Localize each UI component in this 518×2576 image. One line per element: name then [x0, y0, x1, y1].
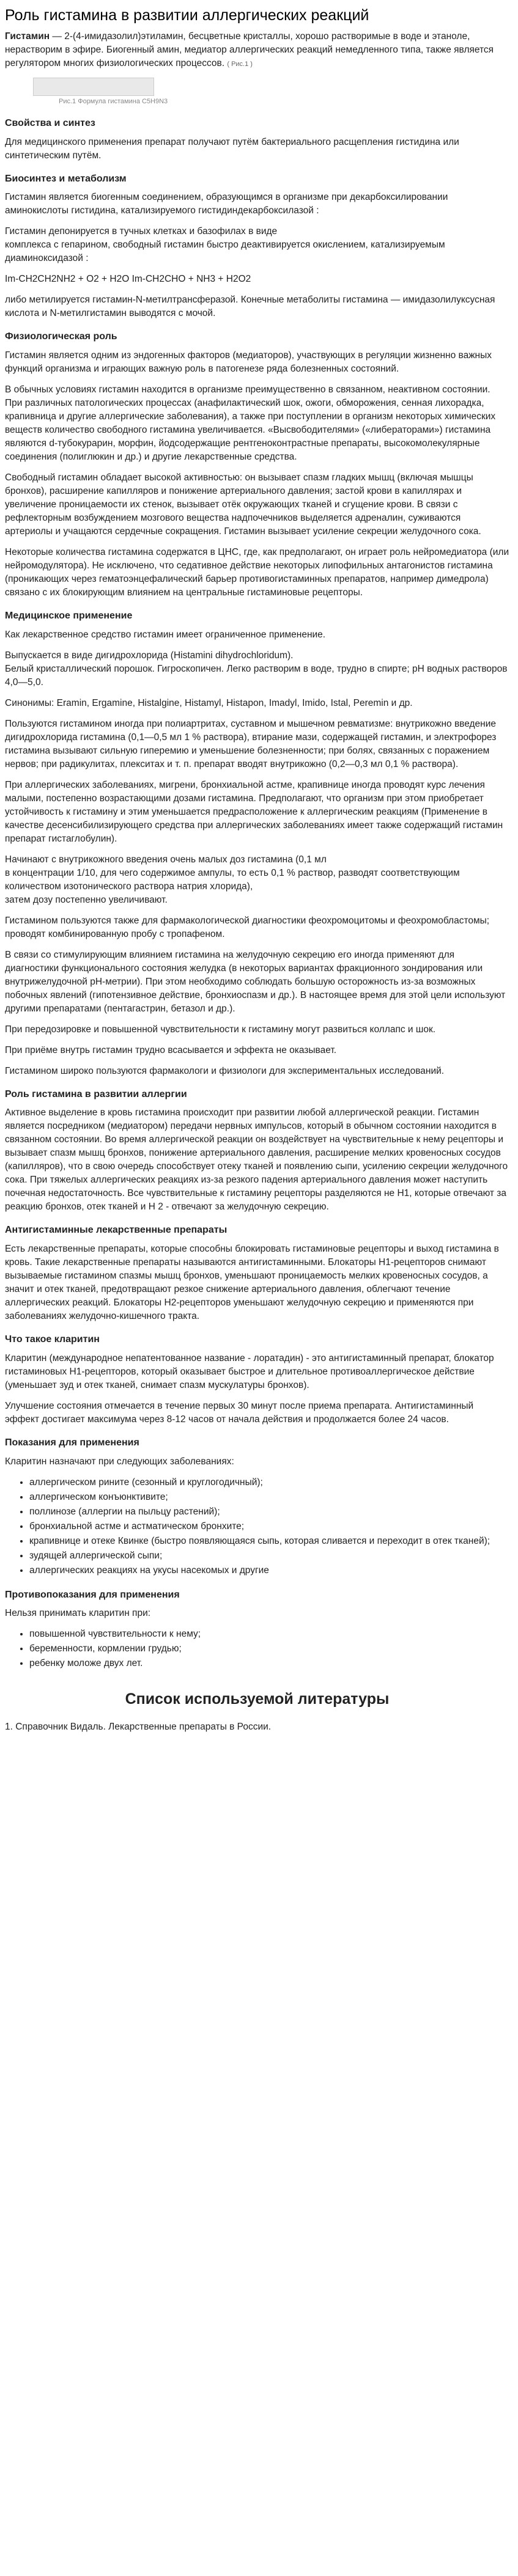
medical-paragraph-9: При передозировке и повышенной чувствительности к гистамину могут развиться коллапс и шок. [5, 1024, 436, 1035]
medical-line-a: Выпускается в виде дигидрохлорида (Histamini dihydrochloridum). [5, 650, 294, 661]
physiology-paragraph-3: Свободный гистамин обладает высокой активностью: он вызывает спазм гладких мышц (включая мышцы бронхов), расширение капилляров и понижение артериального давления; застой крови в капиллярах и увеличение проницаемости их стенок, вызывает отёк окружающих тканей и сгущение крови. В связи с рефлекторным возбуждением мозгового вещества надпочечников выделяется адреналин, суживаются артериолы и учащаются сердечные сокращения. Гистамин вызывает усиление секреции желудочного сока. [5, 472, 481, 537]
allergy-role-heading: Роль гистамина в развитии аллергии [5, 1088, 187, 1099]
contraindications-list [5, 1627, 509, 1670]
indications-heading: Показания для применения [5, 1437, 139, 1448]
indications-intro: Кларитин назначают при следующих заболеваниях: [5, 1456, 234, 1467]
contraindications-heading: Противопоказания для применения [5, 1589, 180, 1600]
list-item: • беременности, кормлении грудью; [29, 1642, 509, 1656]
physiology-paragraph-2: В обычных условиях гистамин находится в организме преимущественно в связанном, неактивном состоянии. При различных патологических процессах (анафилактический шок, ожоги, обморожения, сенная лихорадка, крапивница и другие аллергические заболевания), а также при поступлении в организм некоторых химических веществ количество свободного гистамина увеличивается. «Высвободителями» («либераторами») гистамина являются d-тубокурарин, морфин, йодсодержащие рентгеноконтрастные препараты, высокомолекулярные соединения (полиглюкин и др.) и другие лекарственные средства. [5, 384, 496, 463]
page-title: Роль гистамина в развитии аллергических реакций [5, 7, 369, 24]
intro-text: — 2-(4-имидазолил)этиламин, бесцветные кристаллы, хорошо растворимые в воде и этаноле, нерастворим в эфире. Биогенный амин, медиатор аллергических реакций немедленного типа, также является регулятором многих физиологических процессов. [5, 31, 494, 69]
claritin-paragraph-2: Улучшение состояния отмечается в течение первых 30 минут после приема препарата. Антигистаминный эффект достигает максимума через 8-12 часов от начала действия и продолжается более 24 часов. [5, 1400, 474, 1425]
biosynthesis-line-a: Гистамин депонируется в тучных клетках и базофилах в виде [5, 226, 278, 237]
medical-line-b: Белый кристаллический порошок. Гигроскопичен. Легко растворим в воде, трудно в спирте; pH водных растворов 4,0—5,0. [5, 663, 508, 688]
physiology-paragraph-1: Гистамин является одним из эндогенных факторов (медиаторов), участвующих в регуляции жизненно важных функций организма и играющих важную роль в патогенезе ряда болезненных состояний. [5, 350, 492, 375]
list-item: • ребенку моложе двух лет. [29, 1657, 509, 1670]
medical-paragraph-8: В связи со стимулирующим влиянием гистамина на желудочную секрецию его иногда применяют для диагностики функционального состояния желудка (в некоторых вариантах фракционного зондирования или внутрижелудочной pH-метрии). При этом необходимо соблюдать большую осторожность из-за возможных побочных явлений (гипотензивное действие, бронхиоспазм и др.). В настоящее время для этой цели используют другими препаратами (пентагастрин, бетазол и др.). [5, 949, 506, 1014]
properties-paragraph: Для медицинского применения препарат получают путём бактериального расщепления гистидина или синтетическим путём. [5, 136, 459, 161]
biosynthesis-heading: Биосинтез и метаболизм [5, 173, 127, 184]
medical-paragraph-1: Как лекарственное средство гистамин имеет ограниченное применение. [5, 629, 326, 640]
literature-heading: Список используемой литературы [125, 1690, 390, 1708]
medical-paragraph-4: Пользуются гистамином иногда при полиартритах, суставном и мышечном ревматизме: внутрикожно введение дигидрохлорида гистамина (0,1—0,5 мл 1 % раствора), втирание мази, содержащей гистамин, и электрофорез гистамина вызывают сильную гиперемию и уменьшение болезненности; при болях, связанных с поражением нервов; при радикулитах, плекситах и т. п. препарат вводят внутрикожно (0,2—0,3 мл 0,1 % раствора). [5, 718, 497, 769]
oxidation-equation: Im-CH2CH2NH2 + O2 + H2O Im-CH2CHO + NH3 + H2O2 [5, 274, 251, 285]
properties-heading: Свойства и синтез [5, 117, 95, 128]
list-item: • крапивнице и отеке Квинке (быстро появляющаяся сыпь, которая сливается и переходит в отек тканей); [29, 1535, 509, 1548]
medical-use-heading: Медицинское применение [5, 611, 133, 622]
medical-paragraph-10: При приёме внутрь гистамин трудно всасывается и эффекта не оказывает. [5, 1044, 337, 1055]
medical-paragraph-2 [5, 649, 509, 689]
list-item: • бронхиальной астме и астматическом бронхите; [29, 1520, 509, 1533]
medical-line-6b: в концентрации 1/10, для чего содержимое ампулы, то есть 0,1 % раствор, разводят соответствующим количеством изотонического раствора натрия хлорида), [5, 867, 460, 892]
allergy-paragraph: Активное выделение в кровь гистамина происходит при развитии любой аллергической реакции. Гистамин является посредником (медиатором) передачи нервных импульсов, который в обычном состоянии находится в связанном состоянии. Во время аллергической реакции он воздействует на чувствительные к нему рецепторы и вызывает спазм мышц бронхов, понижение артериального давления, расширение мелких кровеносных сосудов (капилляров), что в свою очередь способствует отеку тканей и появлению сыпи, усилению секреции желудочного сока. При тяжелых аллергических реакциях из-за резкого падения артериального давления может наступить почечная недостаточность. Все чувствительные к гистамину рецепторы разделяются не Н1, которые отвечают за реакцию бронхов, отек тканей и Н 2 - отвечают за желудочную секрецию. [5, 1107, 508, 1213]
antihistamines-heading: Антигистаминные лекарственные препараты [5, 1225, 228, 1236]
antihistamines-paragraph: Есть лекарственные препараты, которые способны блокировать гистаминовые рецепторы и выход гистамина в кровь. Такие лекарственные препараты называются антигистаминными. Блокаторы Н1-рецепторов снимают вызываемые гистамином спазмы мышц бронхов, уменьшают проницаемость мелких кровеносных сосудов, а значит и отек тканей, предотвращают резкое снижение артериального давления, облегчают течение аллергических реакций. Блокаторы Н2-рецепторов уменьшают желудочную секрецию и применяются при заболеваниях желудочно-кишечного тракта. [5, 1244, 499, 1322]
intro-term: Гистамин [5, 31, 50, 42]
medical-paragraph-11: Гистамином широко пользуются фармакологи и физиологи для экспериментальных исследований. [5, 1065, 445, 1076]
medical-line-6a: Начинают с внутрикожного введения очень малых доз гистамина (0,1 мл [5, 854, 327, 865]
figure-reference-link[interactable]: ( Рис.1 ) [227, 61, 253, 68]
biosynthesis-paragraph-4: либо метилируется гистамин-N-метилтрансферазой. Конечные метаболиты гистамина — имидазолилуксусная кислота и N-метилгистамин выводятся с мочой. [5, 295, 495, 319]
list-item: • аллергических реакциях на укусы насекомых и другие [29, 1564, 509, 1577]
medical-paragraph-7: Гистамином пользуются также для фармакологической диагностики феохромоцитомы и феохромобластомы; проводят комбинированную пробу с тропафеном. [5, 915, 490, 939]
literature-item: 1. Справочник Видаль. Лекарственные препараты в России. [5, 1721, 272, 1732]
biosynthesis-paragraph-2 [5, 225, 509, 265]
biosynthesis-line-b: комплекса с гепарином, свободный гистамин быстро деактивируется окислением, катализируемым диаминоксидазой : [5, 240, 445, 264]
biosynthesis-paragraph-1: Гистамин является биогенным соединением, образующимся в организме при декарбоксилировании аминокислоты гистидина, катализируемого гистидиндекарбоксилазой : [5, 192, 448, 216]
histamine-formula-image [33, 78, 154, 96]
contraindications-intro: Нельзя принимать кларитин при: [5, 1608, 151, 1619]
claritin-heading: Что такое кларитин [5, 1334, 100, 1345]
claritin-paragraph-1: Кларитин (международное непатентованное название - лоратадин) - это антигистаминный препарат, блокатор гистаминовых Н1-рецепторов, который оказывает быстрое и длительное противоаллергическое действие (уменьшает зуд и отек тканей, снимает спазм мускулатуры бронхов). [5, 1352, 494, 1390]
list-item: • аллергическом конъюнктивите; [29, 1491, 509, 1504]
indications-list [5, 1476, 509, 1577]
intro-paragraph [5, 30, 509, 70]
synonyms-paragraph: Синонимы: Eramin, Ergamine, Histalgine, Histamyl, Histapon, Imadyl, Imido, Istal, Peremin и др. [5, 697, 413, 708]
medical-paragraph-6 [5, 853, 509, 907]
physiology-heading: Физиологическая роль [5, 331, 117, 342]
medical-paragraph-5: При аллергических заболеваниях, мигрени, бронхиальной астме, крапивнице иногда проводят курс лечения малыми, постепенно возрастающими дозами гистамина. Предполагают, что организм при этом приобретает устойчивость к гистамину и этим уменьшается предрасположение к аллергическим реакциям (Применение в качестве десенсибилизирующего средства при аллергических заболеваниях имеет также содержащий гистамин препарат гистаглобулин). [5, 779, 503, 844]
list-item: • аллергическом рините (сезонный и круглогодичный); [29, 1476, 509, 1489]
histamine-formula-figure [5, 78, 509, 107]
list-item: • зудящей аллергической сыпи; [29, 1549, 509, 1563]
physiology-paragraph-4: Некоторые количества гистамина содержатся в ЦНС, где, как предполагают, он играет роль нейромедиатора (или нейромодулятора). Не исключено, что седативное действие некоторых липофильных антагонистов гистамина (проникающих через гематоэнцефалический барьер противогистаминных препаратов, например димедрола) связано с их блокирующим влиянием на центральные гистаминовые рецепторы. [5, 547, 509, 598]
medical-line-6c: затем дозу постепенно увеличивают. [5, 894, 168, 905]
list-item: • поллинозе (аллергии на пыльцу растений); [29, 1505, 509, 1519]
list-item: • повышенной чувствительности к нему; [29, 1627, 509, 1641]
figure-caption: Рис.1 Формула гистамина C5H9N3 [59, 98, 168, 106]
